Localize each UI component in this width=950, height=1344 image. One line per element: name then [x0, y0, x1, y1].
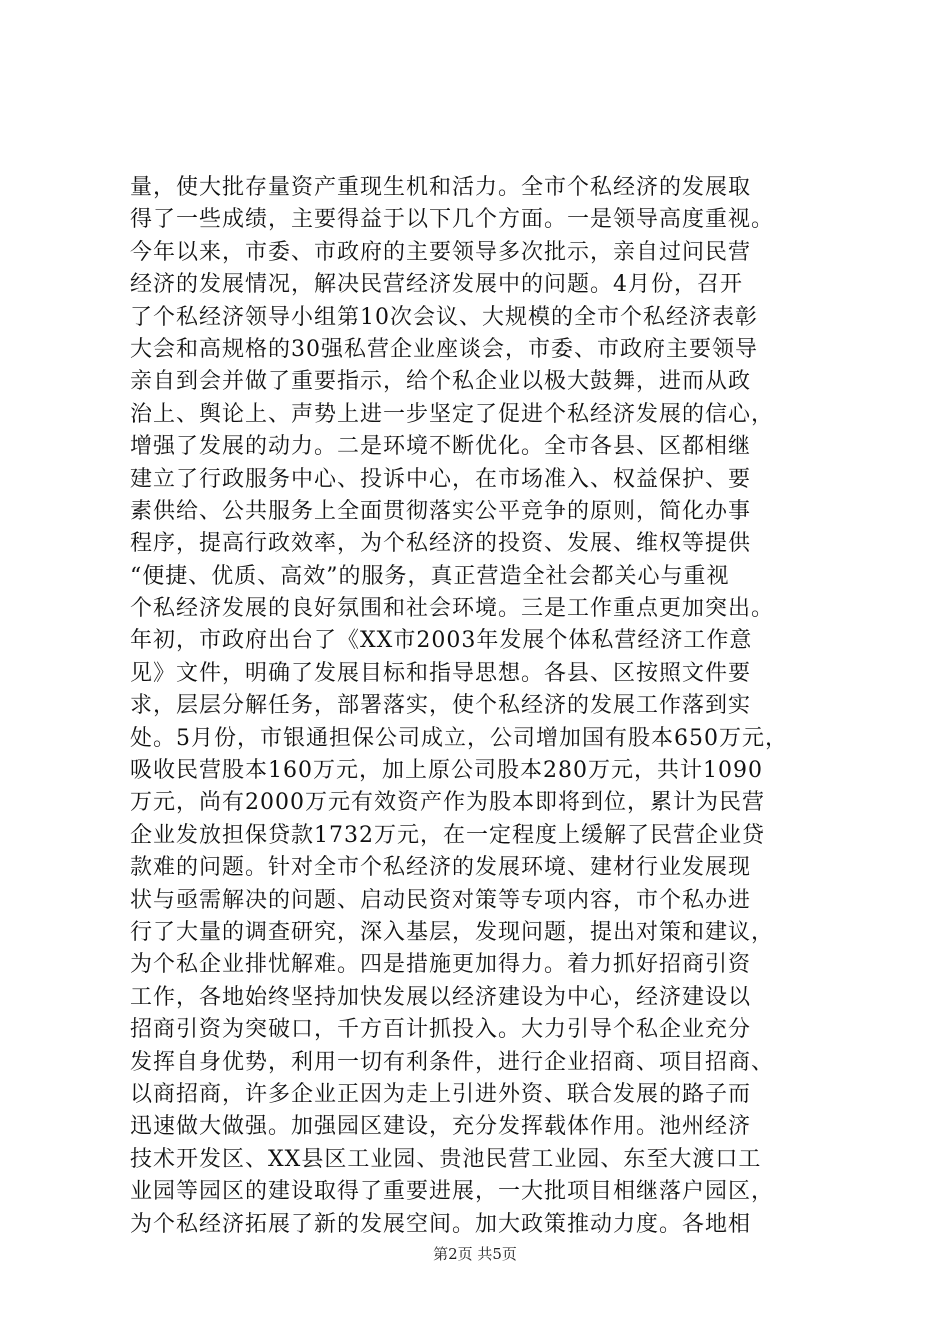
page-footer	[0, 1244, 950, 1264]
text-line: 处。5月份，市银通担保公司成立，公司增加国有股本650万元，	[130, 725, 788, 751]
text-line: 增强了发展的动力。二是环境不断优化。全市各县、区都相继	[130, 434, 752, 460]
text-line: 今年以来，市委、市政府的主要领导多次批示，亲自过问民营	[130, 239, 752, 265]
text-line: 个私经济发展的良好氛围和社会环境。三是工作重点更加突出。	[130, 596, 775, 622]
text-line: 了个私经济领导小组第10次会议、大规模的全市个私经济表彰	[130, 304, 758, 330]
text-line: 业园等园区的建设取得了重要进展，一大批项目相继落户园区，	[130, 1179, 775, 1205]
text-line: 迅速做大做强。加强园区建设，充分发挥载体作用。池州经济	[130, 1114, 752, 1140]
text-line: 为个私经济拓展了新的发展空间。加大政策推动力度。各地相	[130, 1211, 752, 1237]
text-line: 程序，提高行政效率，为个私经济的投资、发展、维权等提供	[130, 531, 752, 557]
text-line: 亲自到会并做了重要指示，给个私企业以极大鼓舞，进而从政	[130, 369, 752, 395]
page-number: 第2页 共5页	[433, 1245, 517, 1263]
text-line: 建立了行政服务中心、投诉中心，在市场准入、权益保护、要	[130, 466, 752, 492]
text-line: 素供给、公共服务上全面贯彻落实公平竞争的原则，简化办事	[130, 498, 752, 524]
text-line: 治上、舆论上、声势上进一步坚定了促进个私经济发展的信心，	[130, 401, 775, 427]
text-line: 技术开发区、XX县区工业园、贵池民营工业园、东至大渡口工	[130, 1146, 762, 1172]
text-line: 发挥自身优势，利用一切有利条件，进行企业招商、项目招商、	[130, 1049, 775, 1075]
text-line: 经济的发展情况，解决民营经济发展中的问题。4月份，召开	[130, 272, 743, 298]
text-line: 以商招商，许多企业正因为走上引进外资、联合发展的路子而	[130, 1081, 752, 1107]
text-line: 招商引资为突破口，千方百计抓投入。大力引导个私企业充分	[130, 1017, 752, 1043]
text-line: 求，层层分解任务，部署落实，使个私经济的发展工作落到实	[130, 693, 752, 719]
text-line: 吸收民营股本160万元，加上原公司股本280万元，共计1090	[130, 758, 763, 784]
text-line: 见》文件，明确了发展目标和指导思想。各县、区按照文件要	[130, 660, 752, 686]
text-line: 量，使大批存量资产重现生机和活力。全市个私经济的发展取	[130, 175, 752, 200]
text-line: 行了大量的调查研究，深入基层，发现问题，提出对策和建议，	[130, 919, 775, 945]
text-line: 万元，尚有2000万元有效资产作为股本即将到位，累计为民营	[130, 790, 765, 816]
text-line: 企业发放担保贷款1732万元，在一定程度上缓解了民营企业贷	[130, 822, 765, 848]
body-text	[130, 172, 840, 1241]
text-line: “便捷、优质、高效”的服务，真正营造全社会都关心与重视	[130, 563, 730, 589]
text-line: 状与亟需解决的问题、启动民资对策等专项内容，市个私办进	[130, 887, 752, 913]
text-line: 工作，各地始终坚持加快发展以经济建设为中心，经济建设以	[130, 984, 752, 1010]
text-line: 款难的问题。针对全市个私经济的发展环境、建材行业发展现	[130, 855, 752, 881]
text-line: 为个私企业排忧解难。四是措施更加得力。着力抓好招商引资	[130, 952, 752, 978]
text-line: 得了一些成绩，主要得益于以下几个方面。一是领导高度重视。	[130, 207, 775, 233]
text-line: 大会和高规格的30强私营企业座谈会，市委、市政府主要领导	[130, 336, 758, 362]
text-line: 年初，市政府出台了《XX市2003年发展个体私营经济工作意	[130, 628, 753, 654]
